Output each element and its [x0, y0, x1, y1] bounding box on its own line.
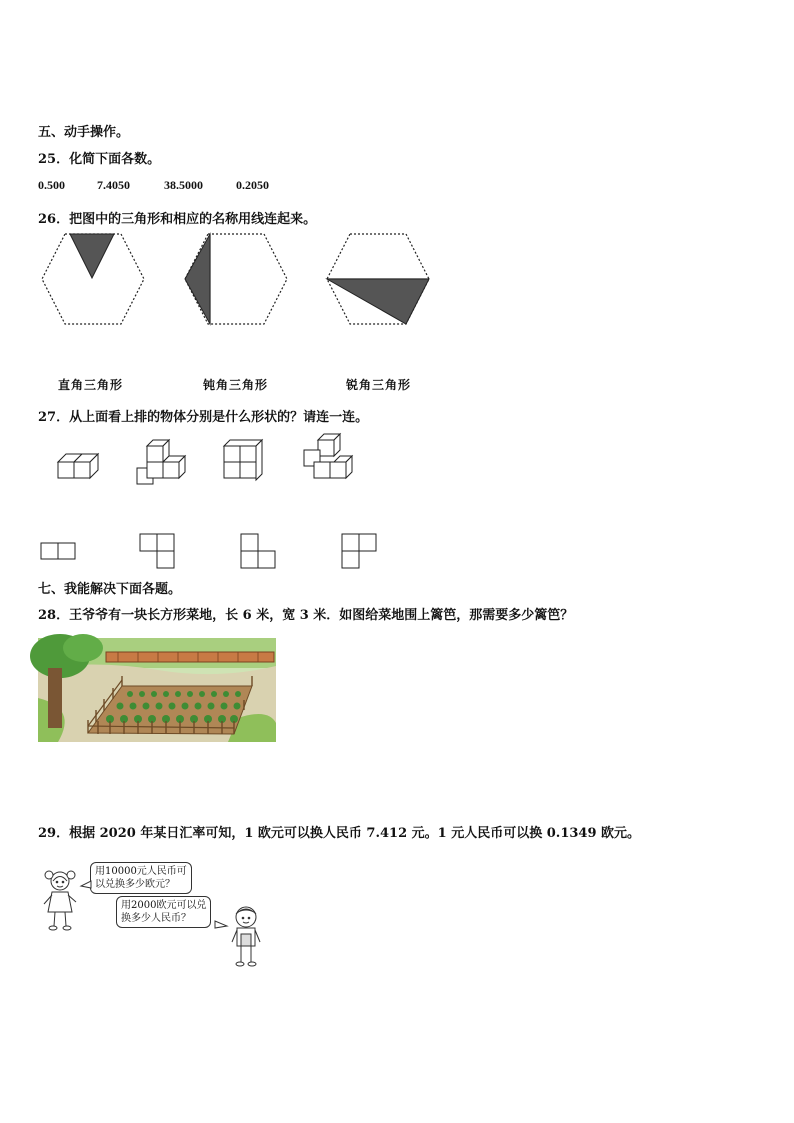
question-26: 26．把图中的三角形和相应的名称用线连起来。 — [38, 212, 317, 227]
shaded-triangle — [70, 234, 114, 278]
bubble-line: 以兑换多少欧元？ — [95, 879, 175, 890]
q25-number: 7.4050 — [97, 178, 130, 192]
speech-bubble-tail — [214, 920, 228, 930]
shaded-triangle — [185, 234, 210, 324]
boy-speech-bubble — [116, 896, 211, 928]
boy-character — [228, 904, 264, 968]
top-view-shape-4 — [341, 533, 377, 569]
triangle-label: 钝角三角形 — [203, 378, 269, 392]
question-28: 28．王爷爷有一块长方形菜地，长 6 米，宽 3 米．如图给菜地围上篱笆，那需要多少篱笆？ — [38, 608, 574, 623]
triangle-label: 锐角三角形 — [346, 378, 412, 392]
top-view-shape-2 — [139, 533, 175, 569]
question-27: 27．从上面看上排的物体分别是什么形状的？请连一连。 — [38, 410, 369, 425]
hexagon-figure-2 — [183, 232, 289, 326]
triangle-label: 直角三角形 — [58, 378, 124, 392]
section-7-heading: 七、我能解决下面各题。 — [38, 582, 182, 597]
cube-stack-4 — [300, 432, 356, 484]
q25-number: 0.500 — [38, 178, 65, 192]
cube-stack-1 — [56, 448, 106, 484]
hexagon-figure-3 — [325, 232, 431, 326]
question-25: 25．化简下面各数。 — [38, 152, 161, 167]
shaded-triangle — [327, 279, 429, 324]
hexagon-figure-1 — [40, 232, 146, 326]
top-view-shape-3 — [240, 533, 276, 569]
cube-stack-3 — [222, 438, 268, 484]
girl-character — [40, 868, 80, 932]
bubble-line: 换多少人民币？ — [121, 913, 191, 924]
question-29: 29．根据 2020 年某日汇率可知，1 欧元可以换人民币 7.412 元。1 元人民币可以换 0.1349 欧元。 — [38, 826, 641, 841]
top-view-shape-1 — [40, 542, 76, 560]
vegetable-garden-illustration — [38, 638, 276, 742]
q25-number: 38.5000 — [164, 178, 203, 192]
cube-stack-2 — [135, 438, 189, 488]
bubble-line: 用2000欧元可以兑 — [121, 900, 207, 911]
bubble-line: 用10000元人民币可 — [95, 866, 187, 877]
girl-speech-bubble — [90, 862, 192, 894]
speech-bubble-tail — [80, 880, 92, 890]
q25-number: 0.2050 — [236, 178, 269, 192]
section-5-heading: 五、动手操作。 — [38, 125, 130, 140]
